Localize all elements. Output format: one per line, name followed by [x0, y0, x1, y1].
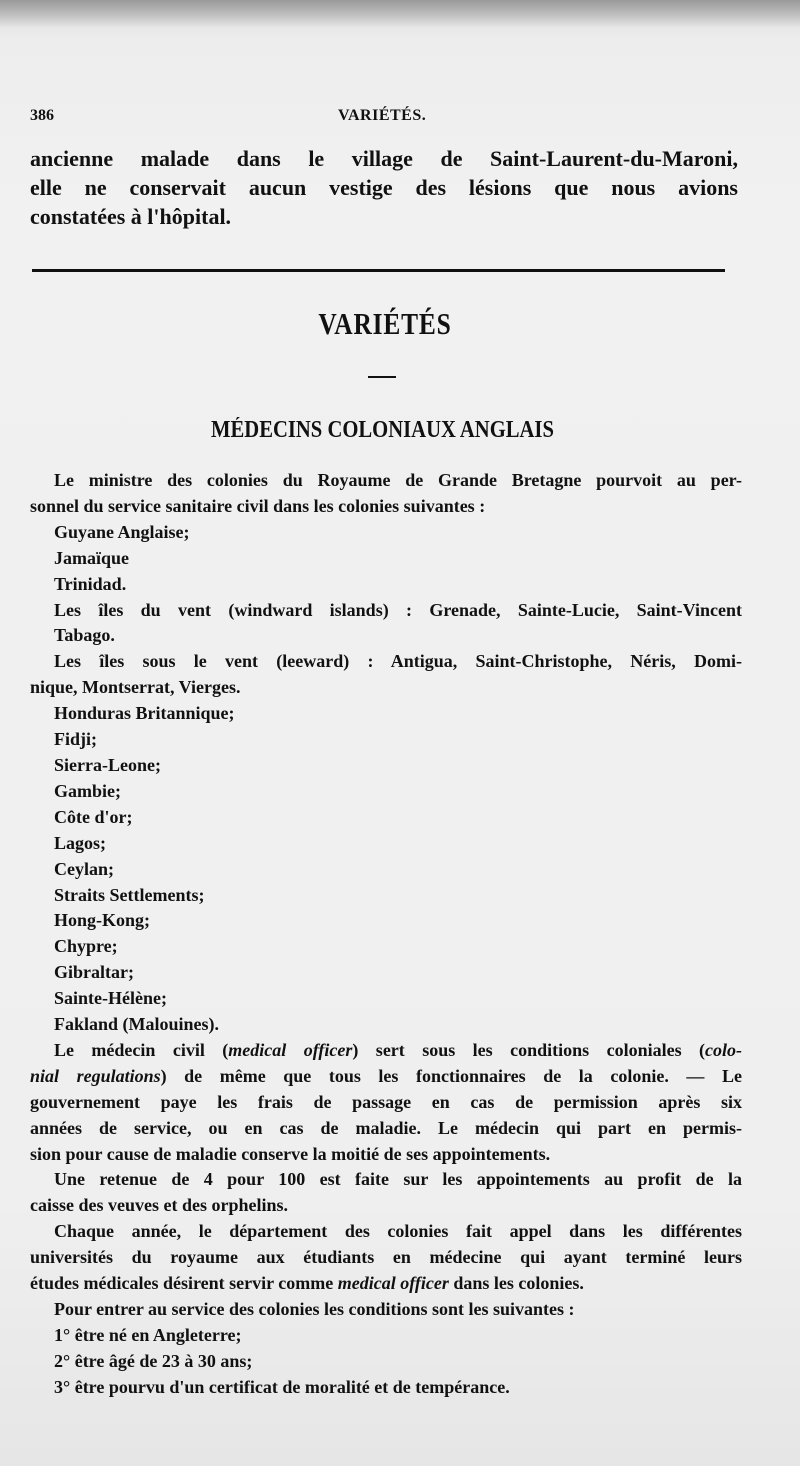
colony-item: nique, Montserrat, Vierges. — [30, 677, 241, 698]
colony-item: Guyane Anglaise; — [54, 521, 190, 542]
paragraph-line: Pour entrer au service des colonies les conditions sont les suivantes : — [54, 1299, 575, 1319]
text-run: dans les colonies. — [448, 1273, 584, 1294]
paragraph-line: universités du royaume aux étudiants en médecine qui ayant terminé leurs — [30, 1247, 742, 1268]
intro-line: constatées à l'hôpital. — [30, 204, 232, 229]
paragraph-line: caisse des veuves et des orphelins. — [30, 1195, 288, 1216]
colony-item: Honduras Britannique; — [54, 703, 235, 724]
intro-line: ancienne malade dans le village de Saint-Laurent-du-Maroni, — [30, 146, 738, 171]
colony-item: Hong-Kong; — [54, 910, 151, 931]
colonies-list — [30, 520, 742, 1038]
colony-item: Lagos; — [54, 832, 107, 853]
colony-item: Jamaïque — [54, 547, 130, 568]
colony-item: Tabago. — [54, 625, 115, 646]
article-title: MÉDECINS COLONIAUX ANGLAIS — [211, 417, 554, 443]
opening-line: sonnel du service sanitaire civil dans les colonies suivantes : — [30, 495, 486, 516]
condition-item: 2° être âgé de 23 à 30 ans; — [54, 1350, 253, 1371]
running-title: VARIÉTÉS. — [338, 107, 427, 124]
colony-item: Les îles du vent (windward islands) : Grenade, Sainte-Lucie, Saint-Vincent — [54, 599, 742, 620]
colony-item: Ceylan; — [54, 858, 114, 879]
paragraph-line: Une retenue de 4 pour 100 est faite sur les appointements au profit de la — [54, 1169, 742, 1190]
colony-item: Sierra-Leone; — [54, 754, 161, 775]
paragraph-line — [30, 1271, 742, 1297]
paragraph-line — [30, 1038, 742, 1064]
colony-item: Fidji; — [54, 729, 97, 750]
intro-line: elle ne conservait aucun vestige des lésions que nous avions — [30, 175, 738, 200]
italic-term: colo- — [705, 1039, 742, 1060]
text-run: ) sert sous les conditions coloniales ( — [352, 1039, 706, 1060]
section-divider — [32, 269, 725, 272]
paragraph-line: gouvernement paye les frais de passage en cas de permission après six — [30, 1091, 742, 1112]
italic-term: medical officer — [228, 1039, 353, 1060]
colony-item: Trinidad. — [54, 573, 127, 594]
colony-item: Chypre; — [54, 936, 118, 957]
italic-term: nial regulations — [30, 1065, 161, 1086]
opening-line: Le ministre des colonies du Royaume de Grande Bretagne pourvoit au per- — [54, 470, 742, 490]
text-run: Le médecin civil ( — [54, 1039, 229, 1060]
colony-item: Fakland (Malouines). — [54, 1014, 220, 1035]
title-dash — [368, 376, 396, 378]
colony-item: Straits Settlements; — [54, 884, 205, 905]
paragraph-line: sion pour cause de maladie conserve la moitié de ses appointements. — [30, 1143, 551, 1164]
page-number: 386 — [30, 107, 54, 124]
colony-item: Côte d'or; — [54, 806, 133, 827]
scan-top-shadow — [0, 0, 800, 28]
colony-item: Sainte-Hélène; — [54, 988, 167, 1009]
text-run: études médicales désirent servir comme — [30, 1273, 338, 1294]
intro-paragraph — [30, 144, 738, 231]
colony-item: Les îles sous le vent (leeward) : Antigua, Saint-Christophe, Néris, Domi- — [54, 651, 742, 672]
paragraph-line: Chaque année, le département des colonies fait appel dans les différentes — [54, 1221, 742, 1242]
condition-item: 3° être pourvu d'un certificat de moralité et de tempérance. — [54, 1376, 510, 1397]
article-body — [30, 468, 742, 1401]
paragraph-line — [30, 1064, 742, 1090]
condition-item: 1° être né en Angleterre; — [54, 1324, 242, 1345]
colony-item: Gambie; — [54, 780, 121, 801]
italic-term: medical officer — [337, 1273, 449, 1294]
paragraph-line: années de service, ou en cas de maladie. Le médecin qui part en permis- — [30, 1117, 742, 1138]
colony-item: Gibraltar; — [54, 962, 134, 983]
section-title: VARIÉTÉS — [318, 306, 452, 341]
running-head — [30, 107, 730, 131]
text-run: ) de même que tous les fonctionnaires de la colonie. — Le — [160, 1065, 742, 1086]
conditions-list — [30, 1323, 742, 1401]
